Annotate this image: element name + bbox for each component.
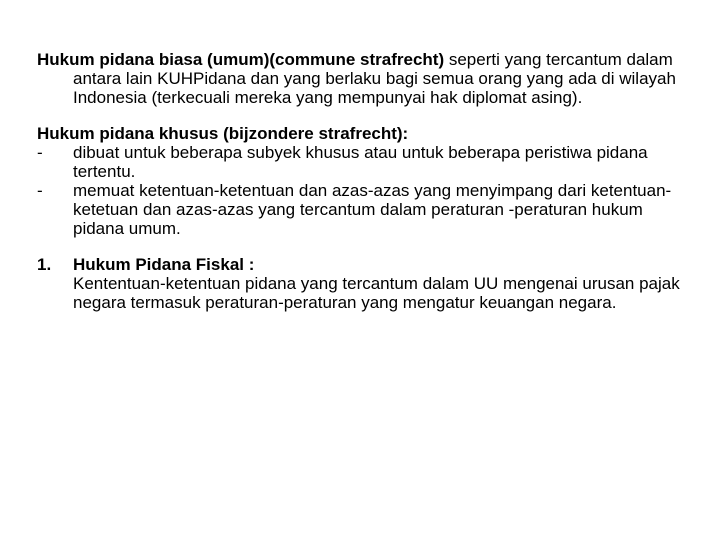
bullet-marker: - [37,143,43,162]
fiscal-criminal-law-section [37,255,687,312]
item-number: 1. [37,255,52,274]
slide-content [37,50,687,312]
fiscal-criminal-law-heading: Hukum Pidana Fiskal : [73,255,255,274]
general-criminal-law-text: seperti yang tercantum dalam antara lain KUHPidana dan yang berlaku bagi semua orang yang ada di wilayah Indonesia (terkecuali mereka yang mempunyai hak diplomat asing). [73,50,676,107]
numbered-heading [37,255,687,274]
fiscal-criminal-law-text: Kententuan-ketentuan pidana yang tercantum dalam UU mengenai urusan pajak negara termasuk peraturan-peraturan yang mengatur keuangan negara. [73,274,680,312]
bullet-marker: - [37,181,43,200]
general-criminal-law-heading: Hukum pidana biasa (umum)(commune strafrecht) [37,50,445,69]
general-criminal-law-paragraph [37,50,687,107]
bullet-text: dibuat untuk beberapa subyek khusus atau untuk beberapa peristiwa pidana tertentu. [73,143,648,181]
special-criminal-law-section [37,124,687,238]
list-item [37,181,687,238]
bullet-text: memuat ketentuan-ketentuan dan azas-azas yang menyimpang dari ketentuan-ketetuan dan azas-azas yang tercantum dalam peraturan -peraturan hukum pidana umum. [73,181,672,238]
special-criminal-law-heading: Hukum pidana khusus (bijzondere strafrecht): [37,124,409,143]
list-item [37,143,687,181]
